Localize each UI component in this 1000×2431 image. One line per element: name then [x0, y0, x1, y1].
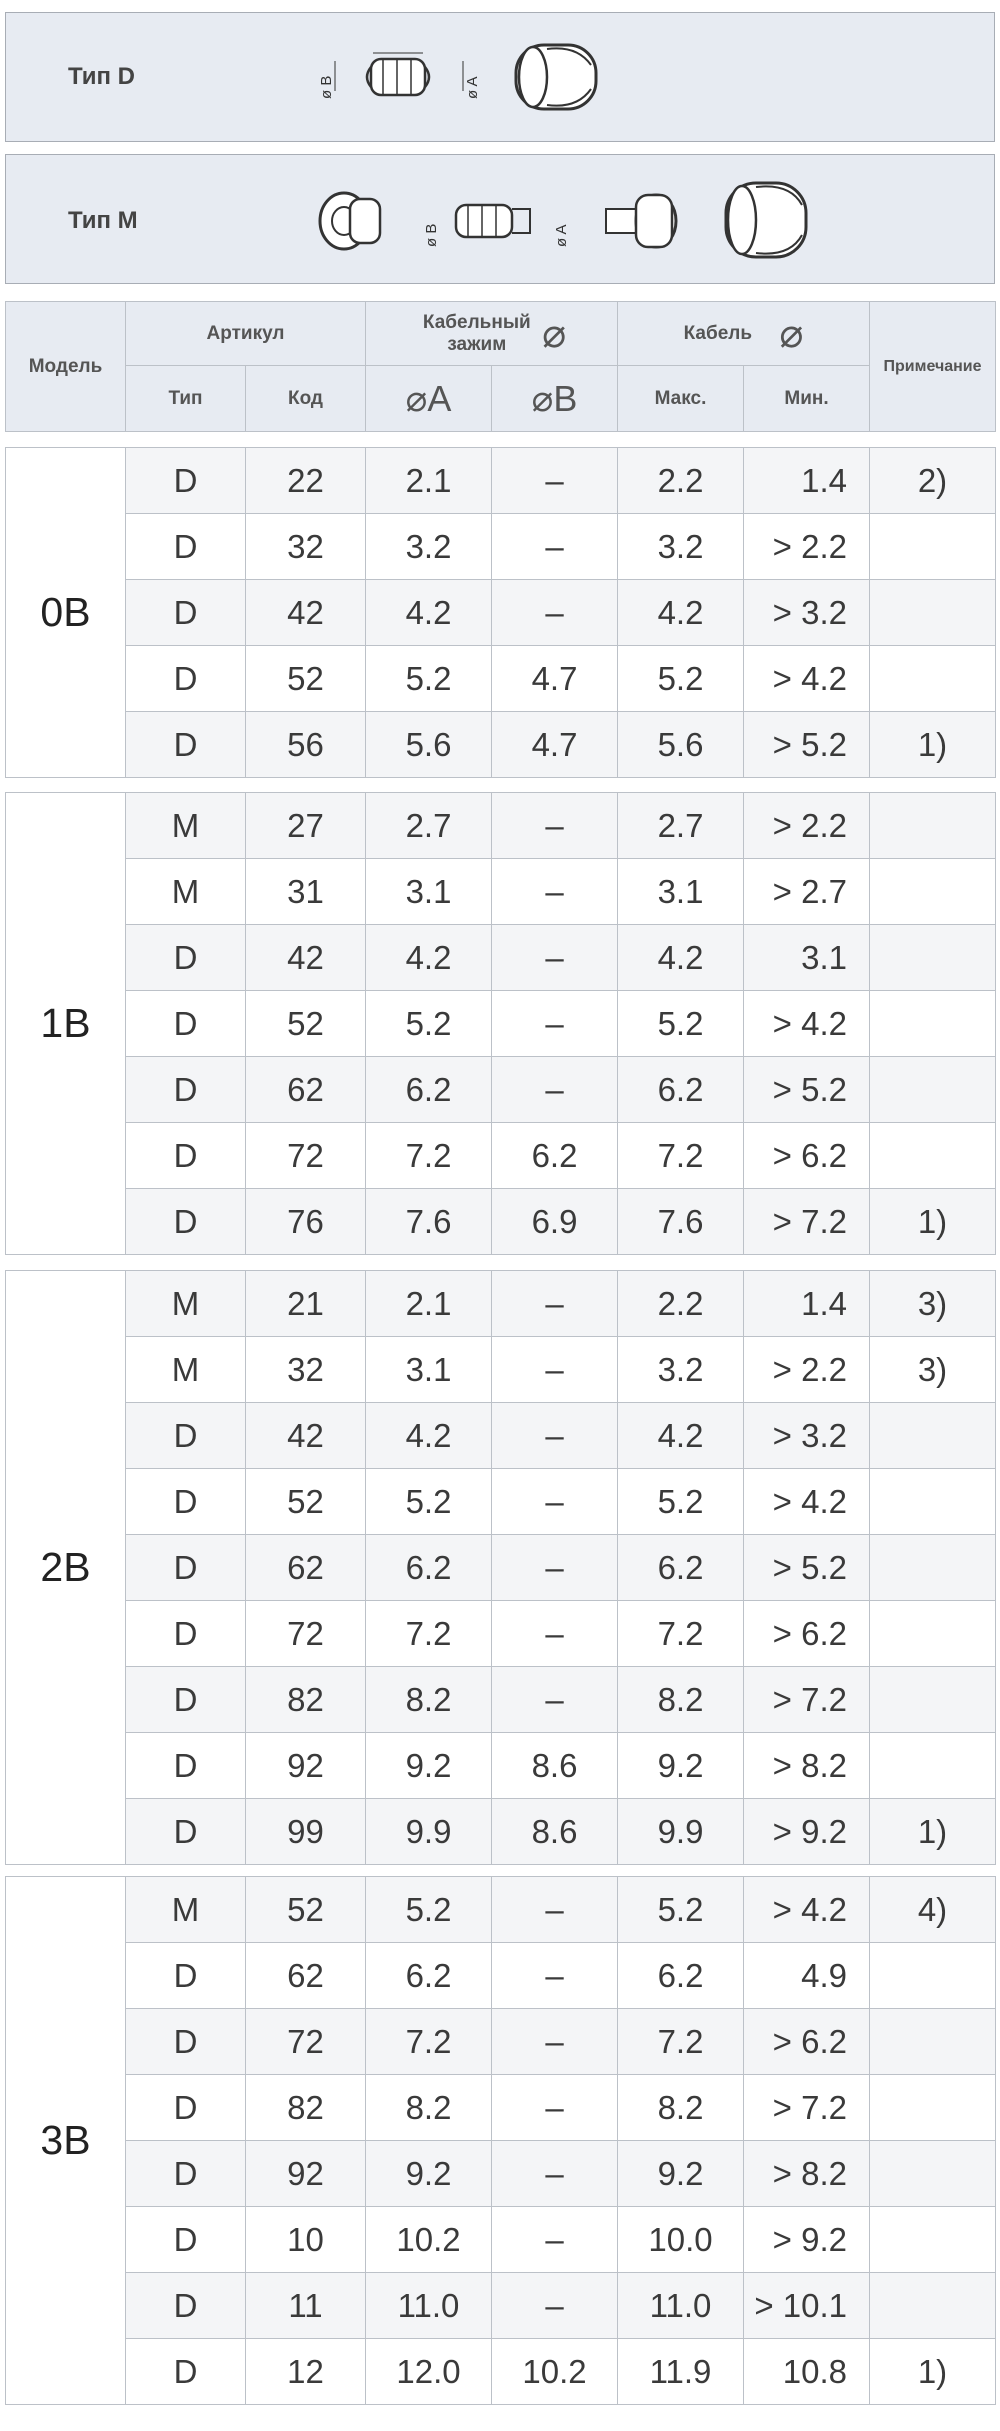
- code-cell: 22: [246, 448, 366, 514]
- header-cable: Кабель: [683, 322, 753, 344]
- table-row: [6, 2273, 996, 2339]
- code-cell: 72: [246, 1123, 366, 1189]
- max-cell: 5.6: [618, 712, 744, 778]
- min-cell: 1.4: [744, 448, 870, 514]
- diam-a-cell: 3.2: [366, 514, 492, 580]
- type-cell: D: [126, 2075, 246, 2141]
- code-cell: 92: [246, 1733, 366, 1799]
- table-row: [6, 1877, 996, 1943]
- min-cell: > 7.2: [744, 1667, 870, 1733]
- diam-a-cell: 8.2: [366, 1667, 492, 1733]
- max-cell: 3.2: [618, 1337, 744, 1403]
- type-cell: D: [126, 925, 246, 991]
- code-cell: 42: [246, 580, 366, 646]
- diam-a-cell: 7.2: [366, 2009, 492, 2075]
- min-cell: > 2.2: [744, 793, 870, 859]
- diam-b-cell: –: [492, 1667, 618, 1733]
- note-cell: 3): [870, 1271, 996, 1337]
- min-cell: 10.8: [744, 2339, 870, 2405]
- type-cell: D: [126, 1403, 246, 1469]
- diam-b-cell: –: [492, 2075, 618, 2141]
- code-cell: 12: [246, 2339, 366, 2405]
- type-cell: M: [126, 1877, 246, 1943]
- min-cell: > 4.2: [744, 991, 870, 1057]
- table-row: [6, 2339, 996, 2405]
- note-cell: 1): [870, 1799, 996, 1865]
- max-cell: 7.6: [618, 1189, 744, 1255]
- group-1b: [5, 792, 996, 1255]
- note-cell: 1): [870, 712, 996, 778]
- table-row: [6, 1337, 996, 1403]
- table-row: [6, 2009, 996, 2075]
- type-cell: D: [126, 1123, 246, 1189]
- header-cable-cell: [618, 302, 870, 366]
- code-cell: 76: [246, 1189, 366, 1255]
- diam-a-cell: 5.2: [366, 646, 492, 712]
- code-cell: 92: [246, 2141, 366, 2207]
- min-cell: 1.4: [744, 1271, 870, 1337]
- max-cell: 7.2: [618, 1123, 744, 1189]
- code-cell: 21: [246, 1271, 366, 1337]
- diam-b-cell: –: [492, 1877, 618, 1943]
- diam-b-cell: –: [492, 580, 618, 646]
- code-cell: 10: [246, 2207, 366, 2273]
- note-cell: [870, 1123, 996, 1189]
- type-cell: D: [126, 448, 246, 514]
- max-cell: 5.2: [618, 1469, 744, 1535]
- diam-b-cell: –: [492, 448, 618, 514]
- dim-b-label: ø B: [318, 75, 335, 99]
- table-row: [6, 1667, 996, 1733]
- max-cell: 7.2: [618, 1601, 744, 1667]
- code-cell: 32: [246, 1337, 366, 1403]
- type-cell: M: [126, 1271, 246, 1337]
- max-cell: 2.2: [618, 448, 744, 514]
- diam-b-cell: –: [492, 1057, 618, 1123]
- diam-b-cell: –: [492, 1403, 618, 1469]
- header-code: Код: [246, 366, 366, 432]
- max-cell: 10.0: [618, 2207, 744, 2273]
- type-cell: D: [126, 1799, 246, 1865]
- table-row: [6, 1535, 996, 1601]
- table-row: [6, 1403, 996, 1469]
- type-cell: D: [126, 2339, 246, 2405]
- min-cell: > 6.2: [744, 1123, 870, 1189]
- table-row: [6, 2141, 996, 2207]
- diam-a-cell: 7.2: [366, 1123, 492, 1189]
- diam-a-cell: 9.2: [366, 1733, 492, 1799]
- table-row: [6, 646, 996, 712]
- header-note: Примечание: [870, 302, 996, 432]
- diam-a-cell: 5.2: [366, 991, 492, 1057]
- min-cell: > 7.2: [744, 2075, 870, 2141]
- type-cell: D: [126, 580, 246, 646]
- table-row: [6, 514, 996, 580]
- min-cell: > 10.1: [744, 2273, 870, 2339]
- diam-b-cell: 8.6: [492, 1799, 618, 1865]
- header-type: Тип: [126, 366, 246, 432]
- type-cell: M: [126, 859, 246, 925]
- diam-a-cell: 2.7: [366, 793, 492, 859]
- max-cell: 9.2: [618, 2141, 744, 2207]
- table-row: [6, 1189, 996, 1255]
- cable-gland-type-d-illustration: [311, 27, 631, 127]
- note-cell: [870, 1601, 996, 1667]
- table-row: [6, 793, 996, 859]
- max-cell: 9.9: [618, 1799, 744, 1865]
- diam-a-cell: 3.1: [366, 859, 492, 925]
- min-cell: > 2.7: [744, 859, 870, 925]
- note-cell: 1): [870, 2339, 996, 2405]
- note-cell: [870, 2207, 996, 2273]
- diam-b-cell: –: [492, 514, 618, 580]
- code-cell: 62: [246, 1057, 366, 1123]
- model-cell: 2B: [6, 1271, 126, 1865]
- type-cell: D: [126, 2207, 246, 2273]
- cable-gland-type-m-illustration: [306, 169, 826, 273]
- table-row: [6, 859, 996, 925]
- table-row: [6, 712, 996, 778]
- max-cell: 3.2: [618, 514, 744, 580]
- max-cell: 11.0: [618, 2273, 744, 2339]
- diam-b-cell: 6.9: [492, 1189, 618, 1255]
- note-cell: [870, 646, 996, 712]
- header-clamp: Кабельный зажим: [422, 311, 531, 355]
- diam-b-cell: –: [492, 2207, 618, 2273]
- code-cell: 27: [246, 793, 366, 859]
- max-cell: 6.2: [618, 1057, 744, 1123]
- table-row: [6, 1943, 996, 2009]
- header-diam-b: ⌀B: [492, 366, 618, 432]
- code-cell: 62: [246, 1943, 366, 2009]
- note-cell: [870, 2009, 996, 2075]
- code-cell: 42: [246, 1403, 366, 1469]
- header-diam-a: ⌀A: [366, 366, 492, 432]
- note-cell: [870, 1943, 996, 2009]
- diam-a-cell: 5.2: [366, 1469, 492, 1535]
- note-cell: 3): [870, 1337, 996, 1403]
- code-cell: 52: [246, 1877, 366, 1943]
- dim-a-label-m: ø A: [553, 224, 570, 247]
- max-cell: 5.2: [618, 1877, 744, 1943]
- table-row: [6, 925, 996, 991]
- min-cell: > 9.2: [744, 1799, 870, 1865]
- min-cell: > 8.2: [744, 2141, 870, 2207]
- note-cell: [870, 1403, 996, 1469]
- min-cell: > 2.2: [744, 1337, 870, 1403]
- group-0b: [5, 447, 996, 778]
- table-row: [6, 2207, 996, 2273]
- type-cell: D: [126, 1189, 246, 1255]
- type-d-panel: [5, 12, 995, 142]
- type-cell: D: [126, 514, 246, 580]
- code-cell: 52: [246, 991, 366, 1057]
- min-cell: > 4.2: [744, 646, 870, 712]
- code-cell: 72: [246, 2009, 366, 2075]
- min-cell: > 2.2: [744, 514, 870, 580]
- note-cell: [870, 514, 996, 580]
- header-min: Мин.: [744, 366, 870, 432]
- max-cell: 8.2: [618, 1667, 744, 1733]
- type-cell: D: [126, 1601, 246, 1667]
- note-cell: [870, 991, 996, 1057]
- max-cell: 5.2: [618, 646, 744, 712]
- diam-a-cell: 7.6: [366, 1189, 492, 1255]
- type-cell: D: [126, 1057, 246, 1123]
- diameter-icon: ⌀: [779, 311, 804, 356]
- model-cell: 1B: [6, 793, 126, 1255]
- dim-a-label: ø A: [464, 76, 481, 99]
- diam-a-cell: 7.2: [366, 1601, 492, 1667]
- note-cell: [870, 859, 996, 925]
- type-m-panel: [5, 154, 995, 284]
- max-cell: 7.2: [618, 2009, 744, 2075]
- max-cell: 3.1: [618, 859, 744, 925]
- diam-b-cell: 8.6: [492, 1733, 618, 1799]
- type-cell: D: [126, 1733, 246, 1799]
- diam-a-cell: 5.2: [366, 1877, 492, 1943]
- min-cell: > 5.2: [744, 1057, 870, 1123]
- header-clamp-cell: [366, 302, 618, 366]
- code-cell: 82: [246, 1667, 366, 1733]
- diam-b-cell: 6.2: [492, 1123, 618, 1189]
- header-model: Модель: [6, 302, 126, 432]
- note-cell: [870, 2141, 996, 2207]
- type-cell: D: [126, 712, 246, 778]
- max-cell: 6.2: [618, 1943, 744, 2009]
- diam-a-cell: 12.0: [366, 2339, 492, 2405]
- table-row: [6, 1601, 996, 1667]
- diam-b-cell: –: [492, 1943, 618, 2009]
- diam-b-cell: –: [492, 1601, 618, 1667]
- diam-b-cell: –: [492, 2141, 618, 2207]
- note-cell: [870, 1667, 996, 1733]
- min-cell: > 7.2: [744, 1189, 870, 1255]
- min-cell: 4.9: [744, 1943, 870, 2009]
- diam-a-cell: 9.2: [366, 2141, 492, 2207]
- type-cell: D: [126, 2273, 246, 2339]
- min-cell: > 6.2: [744, 2009, 870, 2075]
- type-cell: D: [126, 991, 246, 1057]
- min-cell: > 4.2: [744, 1469, 870, 1535]
- type-cell: D: [126, 1667, 246, 1733]
- diam-a-cell: 2.1: [366, 448, 492, 514]
- type-cell: D: [126, 2141, 246, 2207]
- diam-b-cell: 4.7: [492, 712, 618, 778]
- min-cell: > 9.2: [744, 2207, 870, 2273]
- note-cell: [870, 1733, 996, 1799]
- min-cell: > 5.2: [744, 1535, 870, 1601]
- max-cell: 2.2: [618, 1271, 744, 1337]
- code-cell: 42: [246, 925, 366, 991]
- code-cell: 99: [246, 1799, 366, 1865]
- max-cell: 4.2: [618, 580, 744, 646]
- code-cell: 11: [246, 2273, 366, 2339]
- table-row: [6, 1123, 996, 1189]
- type-cell: D: [126, 1469, 246, 1535]
- code-cell: 52: [246, 1469, 366, 1535]
- max-cell: 2.7: [618, 793, 744, 859]
- type-cell: D: [126, 1535, 246, 1601]
- max-cell: 6.2: [618, 1535, 744, 1601]
- code-cell: 32: [246, 514, 366, 580]
- diam-b-cell: –: [492, 1337, 618, 1403]
- table-row: [6, 2075, 996, 2141]
- min-cell: > 8.2: [744, 1733, 870, 1799]
- diam-b-cell: 4.7: [492, 646, 618, 712]
- max-cell: 5.2: [618, 991, 744, 1057]
- diam-b-cell: –: [492, 991, 618, 1057]
- note-cell: [870, 1535, 996, 1601]
- type-cell: M: [126, 1337, 246, 1403]
- max-cell: 4.2: [618, 925, 744, 991]
- min-cell: > 3.2: [744, 1403, 870, 1469]
- note-cell: [870, 580, 996, 646]
- diam-b-cell: –: [492, 793, 618, 859]
- diam-a-cell: 8.2: [366, 2075, 492, 2141]
- diam-b-cell: –: [492, 2273, 618, 2339]
- model-cell: 0B: [6, 448, 126, 778]
- diam-a-cell: 2.1: [366, 1271, 492, 1337]
- header-max: Макс.: [618, 366, 744, 432]
- diam-a-cell: 3.1: [366, 1337, 492, 1403]
- type-cell: M: [126, 793, 246, 859]
- model-cell: 3B: [6, 1877, 126, 2405]
- note-cell: [870, 2075, 996, 2141]
- diam-b-cell: –: [492, 925, 618, 991]
- max-cell: 4.2: [618, 1403, 744, 1469]
- diam-a-cell: 6.2: [366, 1943, 492, 2009]
- code-cell: 56: [246, 712, 366, 778]
- type-m-label: Тип M: [68, 207, 138, 234]
- table-header: [5, 301, 996, 432]
- table-row: [6, 991, 996, 1057]
- group-3b: [5, 1876, 996, 2405]
- diam-a-cell: 4.2: [366, 580, 492, 646]
- diam-b-cell: –: [492, 1271, 618, 1337]
- min-cell: 3.1: [744, 925, 870, 991]
- type-cell: D: [126, 646, 246, 712]
- note-cell: 4): [870, 1877, 996, 1943]
- code-cell: 82: [246, 2075, 366, 2141]
- table-row: [6, 1057, 996, 1123]
- table-row: [6, 448, 996, 514]
- min-cell: > 5.2: [744, 712, 870, 778]
- diam-b-cell: –: [492, 1535, 618, 1601]
- dim-b-label-m: ø B: [423, 223, 440, 247]
- table-row: [6, 1469, 996, 1535]
- code-cell: 52: [246, 646, 366, 712]
- diam-a-cell: 5.6: [366, 712, 492, 778]
- diam-a-cell: 9.9: [366, 1799, 492, 1865]
- min-cell: > 6.2: [744, 1601, 870, 1667]
- header-article: Артикул: [126, 302, 366, 366]
- diam-b-cell: –: [492, 2009, 618, 2075]
- diam-a-cell: 6.2: [366, 1057, 492, 1123]
- diam-a-cell: 10.2: [366, 2207, 492, 2273]
- diam-b-cell: 10.2: [492, 2339, 618, 2405]
- diam-a-cell: 4.2: [366, 925, 492, 991]
- diam-b-cell: –: [492, 859, 618, 925]
- max-cell: 11.9: [618, 2339, 744, 2405]
- table-row: [6, 1799, 996, 1865]
- diam-a-cell: 11.0: [366, 2273, 492, 2339]
- note-cell: [870, 1057, 996, 1123]
- max-cell: 9.2: [618, 1733, 744, 1799]
- table-row: [6, 1733, 996, 1799]
- code-cell: 62: [246, 1535, 366, 1601]
- diam-a-cell: 6.2: [366, 1535, 492, 1601]
- diam-a-cell: 4.2: [366, 1403, 492, 1469]
- type-cell: D: [126, 1943, 246, 2009]
- group-2b: [5, 1270, 996, 1865]
- note-cell: [870, 2273, 996, 2339]
- note-cell: 2): [870, 448, 996, 514]
- note-cell: [870, 1469, 996, 1535]
- min-cell: > 3.2: [744, 580, 870, 646]
- diameter-icon: ⌀: [542, 311, 567, 356]
- table-row: [6, 1271, 996, 1337]
- note-cell: [870, 925, 996, 991]
- min-cell: > 4.2: [744, 1877, 870, 1943]
- max-cell: 8.2: [618, 2075, 744, 2141]
- note-cell: 1): [870, 1189, 996, 1255]
- type-cell: D: [126, 2009, 246, 2075]
- code-cell: 72: [246, 1601, 366, 1667]
- diam-b-cell: –: [492, 1469, 618, 1535]
- type-d-label: Тип D: [68, 63, 135, 90]
- note-cell: [870, 793, 996, 859]
- code-cell: 31: [246, 859, 366, 925]
- table-row: [6, 580, 996, 646]
